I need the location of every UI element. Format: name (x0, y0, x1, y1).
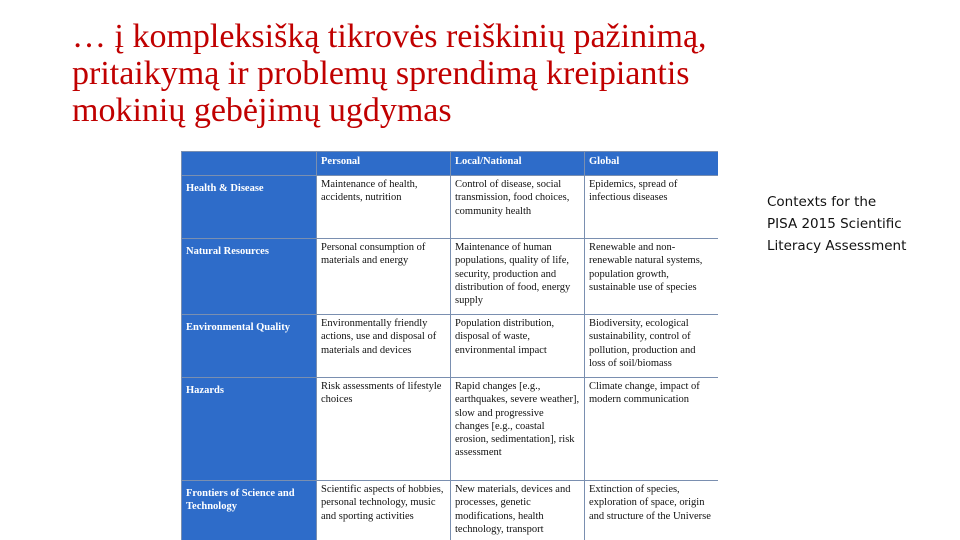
table-cell: Biodiversity, ecological sustainability, control of pollution, production and loss of soil/biomass (585, 315, 719, 378)
row-label: Hazards (182, 378, 317, 481)
table-row (182, 239, 719, 315)
table-row (182, 176, 719, 239)
slide-title (72, 18, 932, 129)
table-cell: Rapid changes [e.g., earthquakes, severe weather], slow and progressive changes [e.g., coastal erosion, sedimentation], risk assessment (451, 378, 585, 481)
table-cell: Personal consumption of materials and energy (317, 239, 451, 315)
contexts-table-image (181, 151, 718, 540)
table-cell: Risk assessments of lifestyle choices (317, 378, 451, 481)
row-label: Environmental Quality (182, 315, 317, 378)
table-cell: Renewable and non-renewable natural systems, population growth, sustainable use of species (585, 239, 719, 315)
header-corner (182, 152, 317, 176)
header-personal: Personal (317, 152, 451, 176)
caption-line-1: Contexts for the (767, 194, 877, 210)
row-label: Frontiers of Science and Technology (182, 481, 317, 540)
table-cell: Maintenance of human populations, quality of life, security, production and distribution of food, energy supply (451, 239, 585, 315)
table-row (182, 481, 719, 540)
caption-line-2: PISA 2015 Scientific (767, 216, 902, 232)
table-cell: Population distribution, disposal of waste, environmental impact (451, 315, 585, 378)
table-caption (767, 191, 937, 257)
table-row (182, 378, 719, 481)
table-cell: Environmentally friendly actions, use and disposal of materials and devices (317, 315, 451, 378)
header-global: Global (585, 152, 719, 176)
table-cell: New materials, devices and processes, genetic modifications, health technology, transport (451, 481, 585, 540)
table-cell: Scientific aspects of hobbies, personal technology, music and sporting activities (317, 481, 451, 540)
caption-line-3: Literacy Assessment (767, 238, 907, 254)
table-cell: Control of disease, social transmission, food choices, community health (451, 176, 585, 239)
table-cell: Climate change, impact of modern communication (585, 378, 719, 481)
title-line-3: mokinių gebėjimų ugdymas (72, 92, 452, 129)
table-cell: Epidemics, spread of infectious diseases (585, 176, 719, 239)
table-cell: Extinction of species, exploration of space, origin and structure of the Universe (585, 481, 719, 540)
header-local-national: Local/National (451, 152, 585, 176)
title-line-1: … į kompleksišką tikrovės reiškinių pažinimą, (72, 18, 707, 55)
table-row (182, 315, 719, 378)
title-line-2: pritaikymą ir problemų sprendimą kreipiantis (72, 55, 690, 92)
row-label: Natural Resources (182, 239, 317, 315)
table-header-row (182, 152, 719, 176)
table-cell: Maintenance of health, accidents, nutrition (317, 176, 451, 239)
contexts-table (181, 151, 718, 540)
row-label: Health & Disease (182, 176, 317, 239)
